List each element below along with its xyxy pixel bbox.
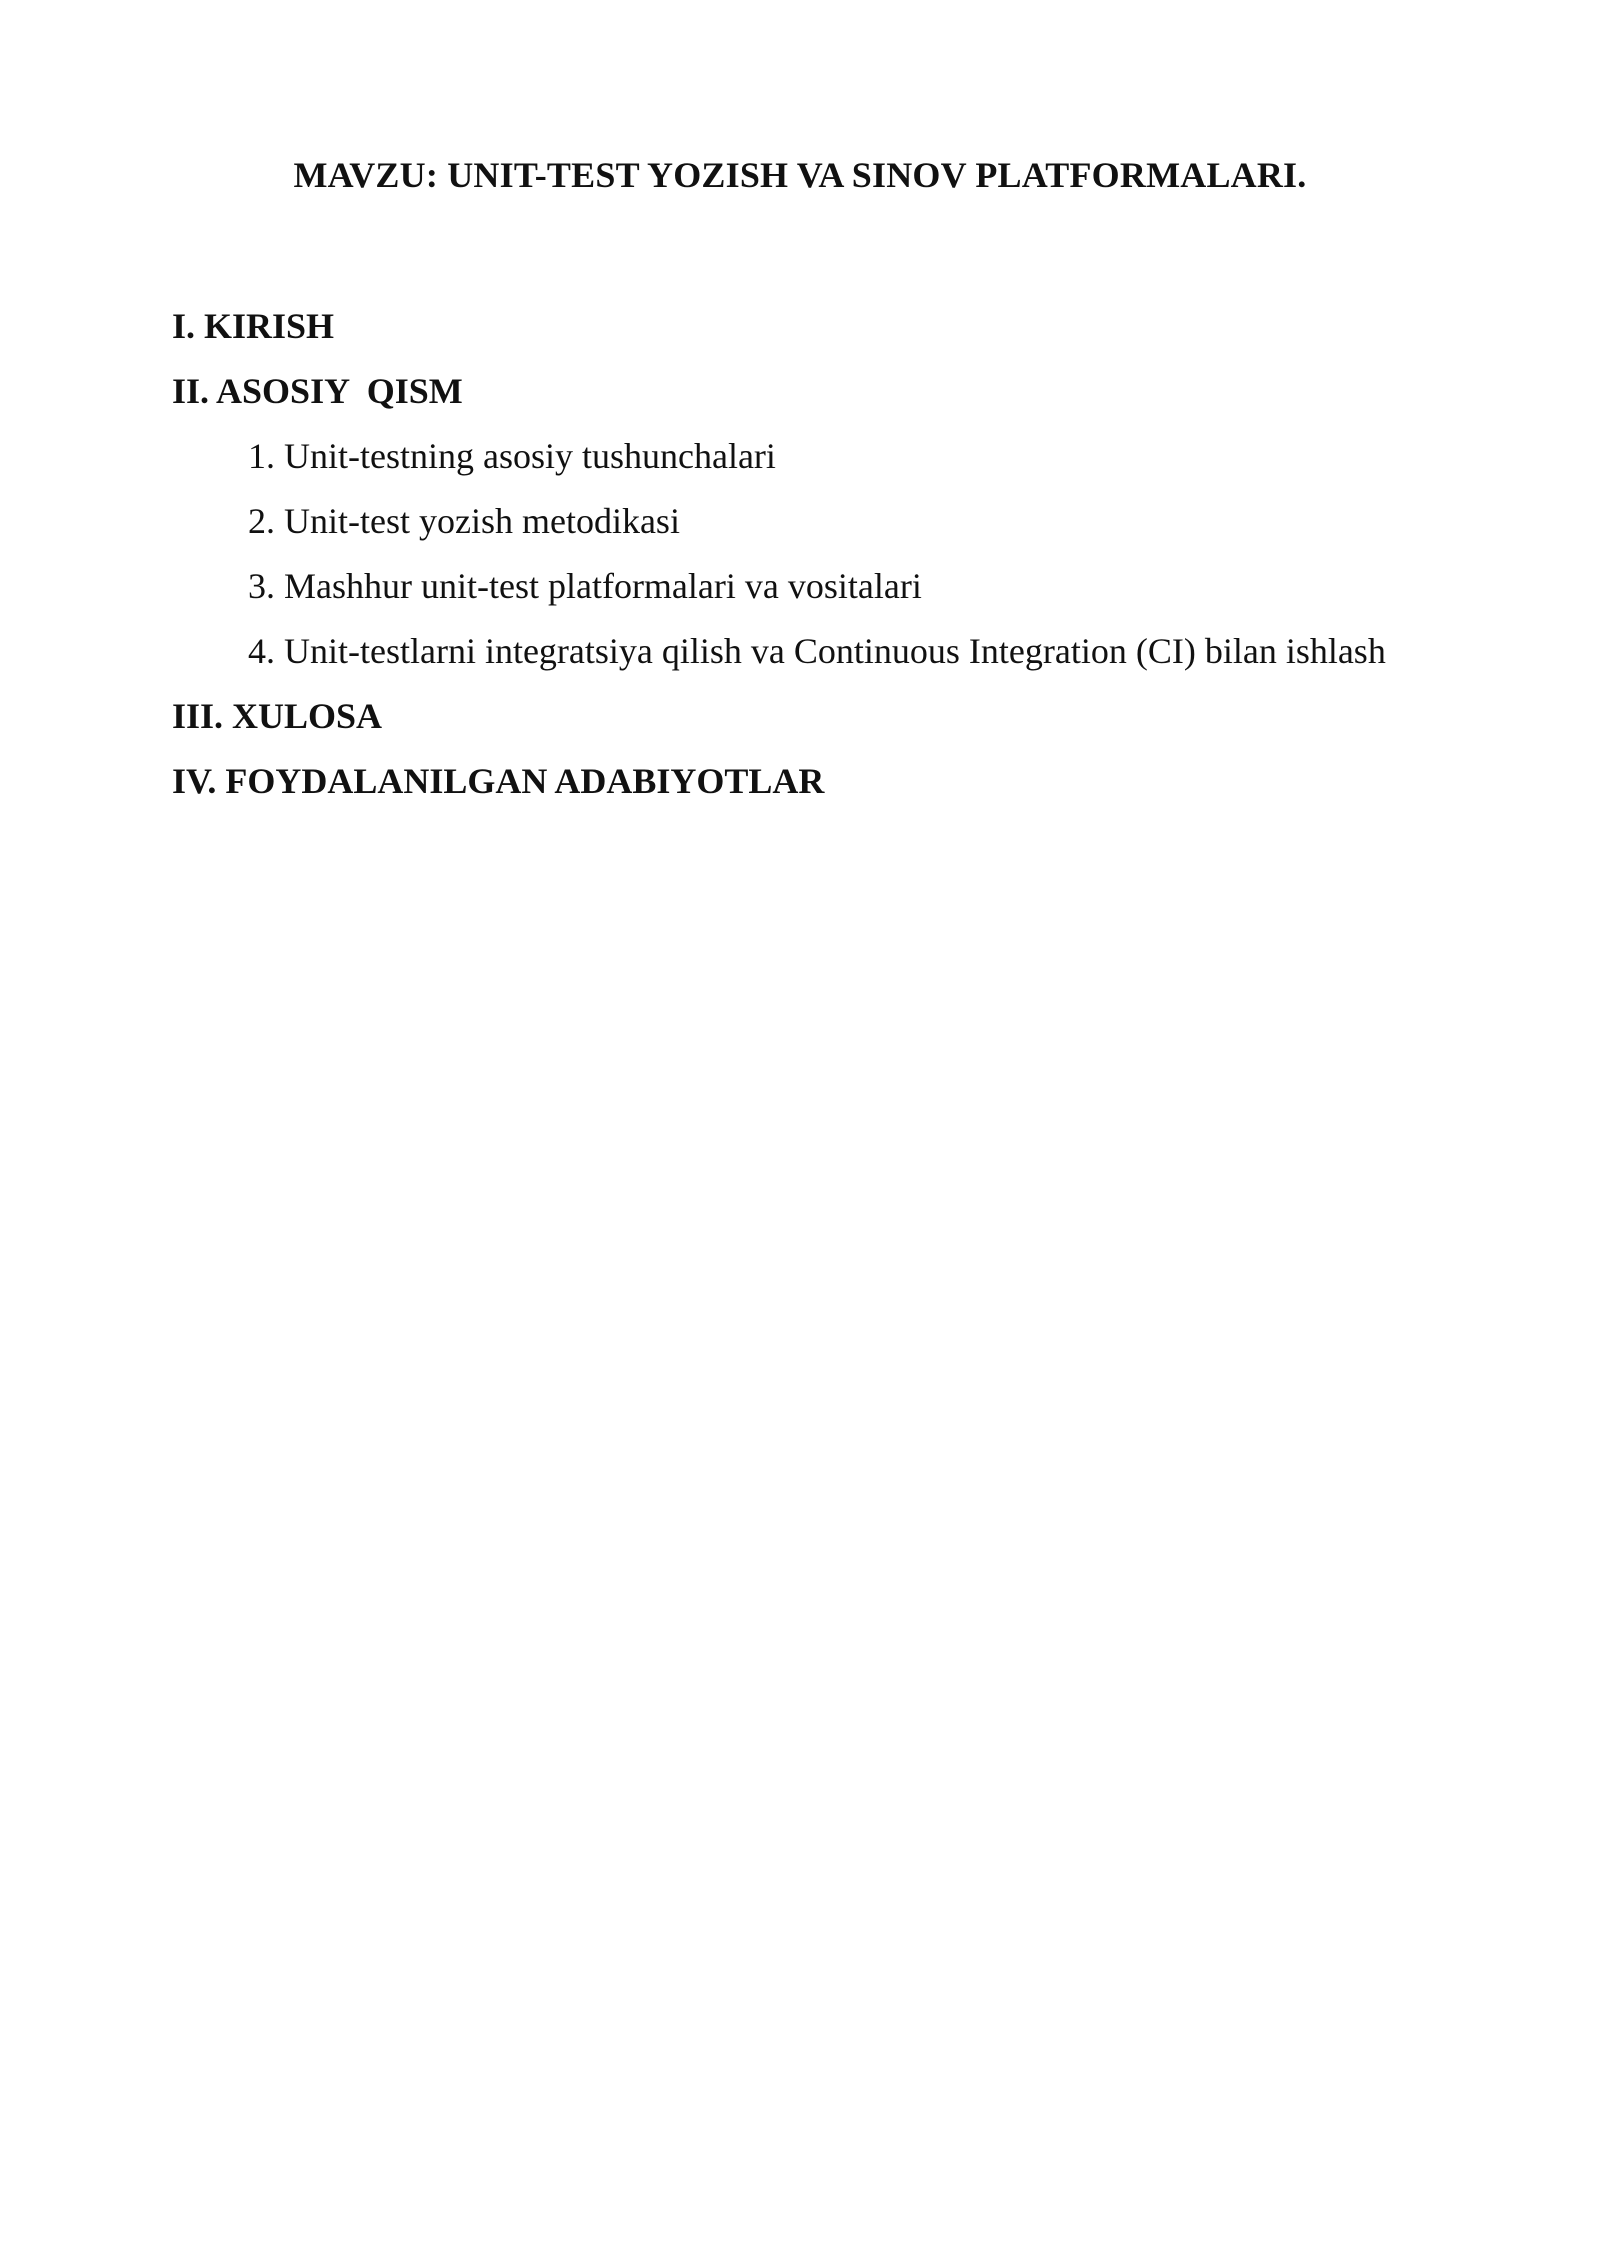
subsection-item-4: 4. Unit-testlarni integratsiya qilish va Continuous Integration (CI) bilan ishlash — [248, 631, 1386, 671]
subsection-item-2: 2. Unit-test yozish metodikasi — [248, 501, 680, 541]
section-heading-introduction: I. KIRISH — [172, 306, 335, 346]
section-heading-main-part: II. ASOSIY QISM — [172, 371, 463, 411]
page-title: MAVZU: UNIT-TEST YOZISH VA SINOV PLATFORMALARI. — [293, 155, 1307, 195]
subsection-item-3: 3. Mashhur unit-test platformalari va vositalari — [248, 566, 922, 606]
section-heading-conclusion: III. XULOSA — [172, 696, 383, 736]
subsection-item-1: 1. Unit-testning asosiy tushunchalari — [248, 436, 776, 476]
section-heading-references: IV. FOYDALANILGAN ADABIYOTLAR — [172, 761, 825, 801]
